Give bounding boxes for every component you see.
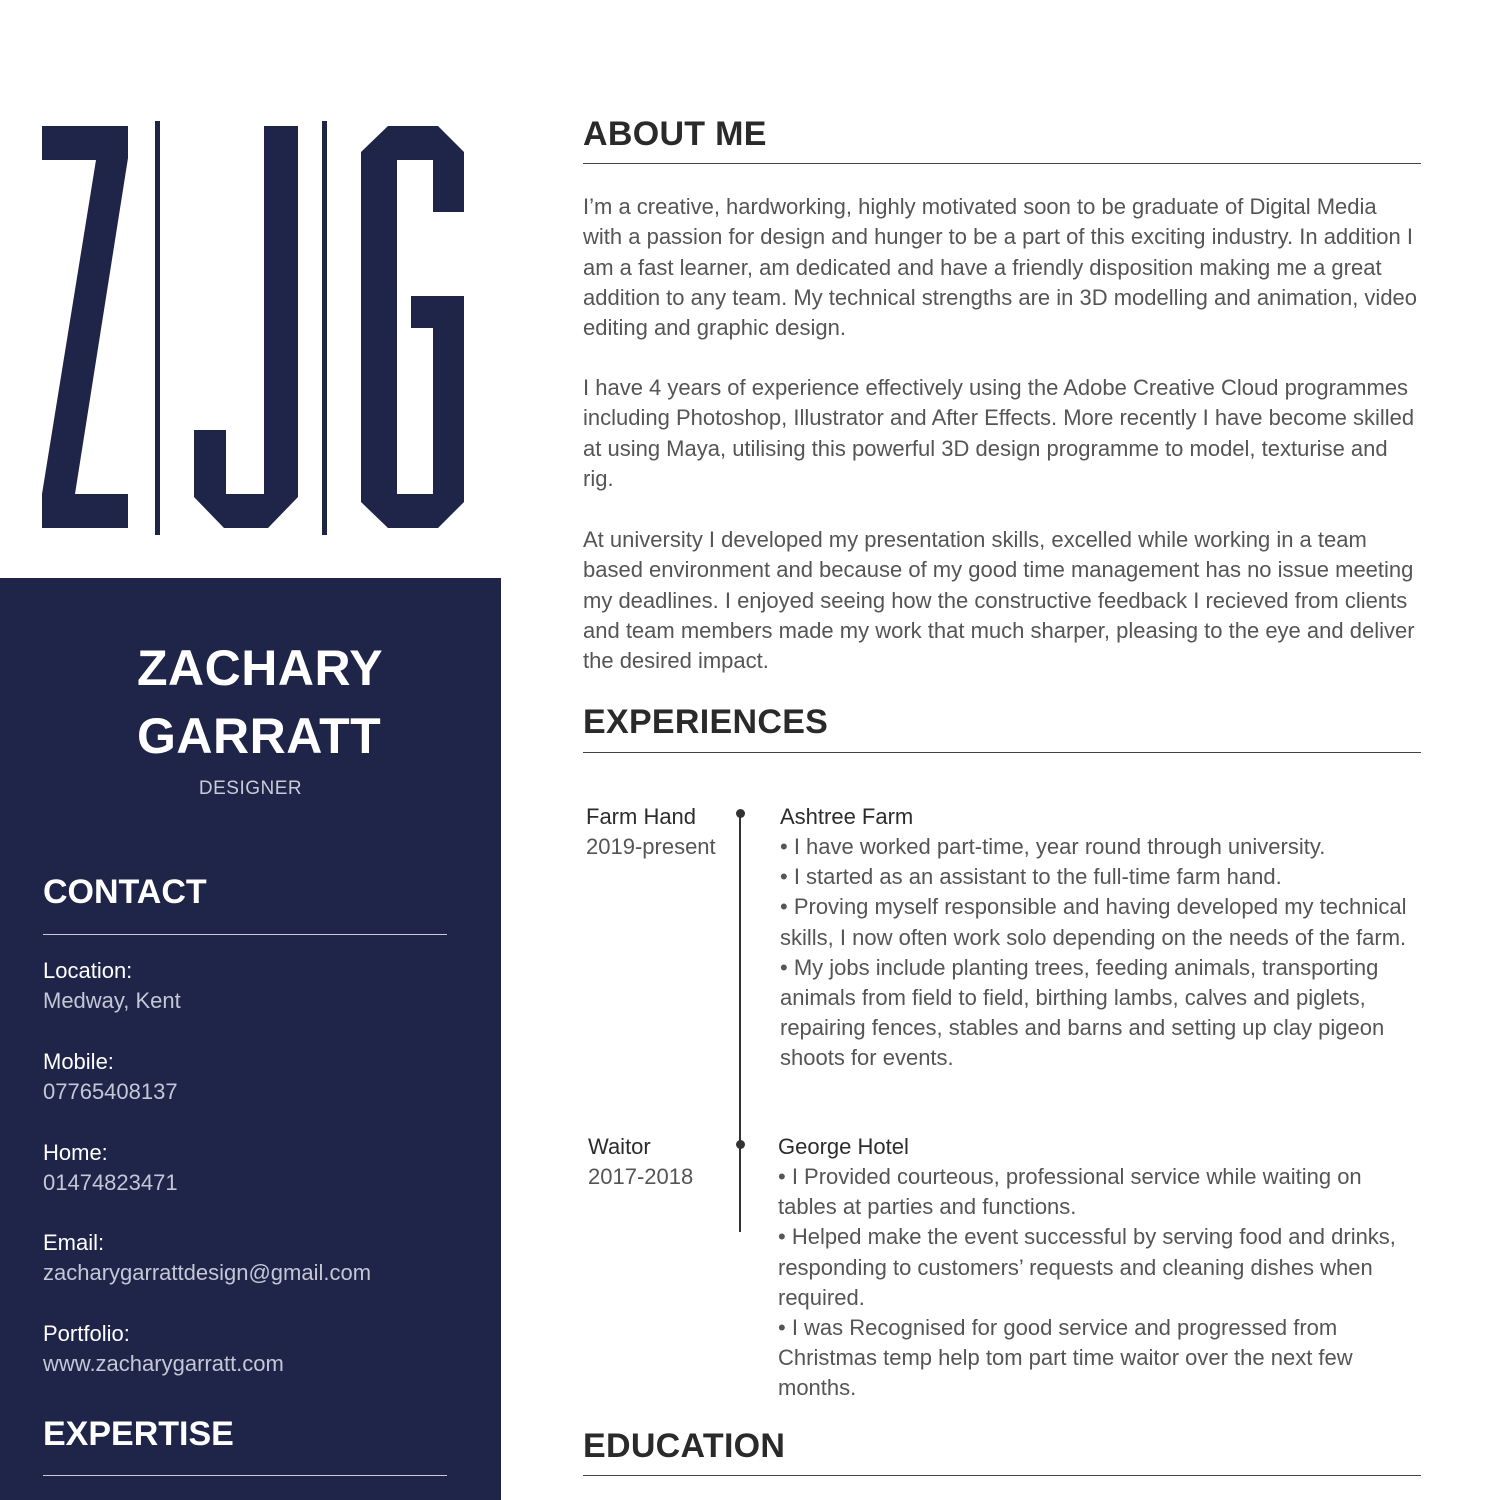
- timeline-dot: [736, 809, 745, 818]
- expertise-heading: EXPERTISE: [43, 1415, 234, 1453]
- contact-divider: [43, 934, 447, 935]
- education-heading: EDUCATION: [583, 1427, 786, 1465]
- about-paragraph: I’m a creative, hardworking, highly motivated soon to be graduate of Digital Media with a passion for design and hunger to be a part of this exciting industry. In addition I am a fast learner, am dedicated and have a friendly disposition making me a great addition to any team. My technical strengths are in 3D modelling and animation, video editing and graphic design.: [583, 194, 1418, 341]
- about-paragraph: At university I developed my presentation skills, excelled while working in a team based environment and because of my good time management has no issue meeting my deadlines. I enjoyed seeing how the constructive feedback I recieved from clients and team members made my work that much sharper, pleasing to the eye and deliver the desired impact.: [583, 527, 1415, 674]
- contact-mobile: [43, 1047, 178, 1107]
- job-bullet: • I Provided courteous, professional service while waiting on tables at parties and functions.: [778, 1164, 1362, 1220]
- job-bullet: • I started as an assistant to the full-time farm hand.: [780, 864, 1282, 890]
- job-bullet: • I was Recognised for good service and progressed from Christmas temp help tom part time waitor over the next few months.: [778, 1315, 1353, 1401]
- monogram-logo: [0, 0, 501, 578]
- candidate-name: [137, 634, 383, 770]
- expertise-divider: [43, 1475, 447, 1476]
- name-first: ZACHARY: [137, 640, 384, 696]
- sidebar: [0, 578, 501, 1500]
- job-bullet: • I have worked part-time, year round through university.: [780, 834, 1326, 859]
- about-heading: ABOUT ME: [583, 115, 767, 153]
- contact-portfolio: [43, 1319, 284, 1379]
- job-dates: 2017-2018: [588, 1164, 694, 1189]
- job-dates: 2019-present: [586, 834, 716, 859]
- job-company: George Hotel: [778, 1134, 909, 1159]
- email-link[interactable]: zacharygarrattdesign@gmail.com: [43, 1260, 372, 1285]
- job-bullet: • Helped make the event successful by serving food and drinks, responding to customers’ requests and cleaning dishes when required.: [778, 1224, 1396, 1310]
- role-title: DESIGNER: [198, 778, 303, 799]
- contact-value: 01474823471: [43, 1170, 178, 1195]
- job-bullet: • Proving myself responsible and having developed my technical skills, I now often work solo depending on the needs of the farm.: [780, 894, 1407, 950]
- contact-heading: CONTACT: [43, 873, 207, 911]
- education-divider: [583, 1475, 1421, 1476]
- contact-value: Medway, Kent: [43, 988, 181, 1013]
- contact-label: Home:: [43, 1140, 108, 1165]
- job-title: Waitor: [588, 1134, 651, 1159]
- name-last: GARRATT: [137, 708, 382, 764]
- experiences-divider: [583, 752, 1421, 753]
- job-bullets: [778, 1162, 1420, 1404]
- experiences-heading: EXPERIENCES: [583, 703, 829, 741]
- contact-label: Email:: [43, 1230, 105, 1255]
- contact-label: Portfolio:: [43, 1321, 130, 1346]
- job-company: Ashtree Farm: [780, 804, 914, 829]
- contact-home: [43, 1138, 178, 1198]
- job-bullet: • My jobs include planting trees, feeding animals, transporting animals from field to field, birthing lambs, calves and piglets, repairing fences, stables and barns and setting up clay pigeon shoots for events.: [780, 954, 1385, 1071]
- contact-label: Mobile:: [43, 1049, 114, 1074]
- job-title: Farm Hand: [586, 804, 697, 829]
- monogram-divider: [322, 121, 327, 535]
- contact-location: [43, 956, 181, 1016]
- contact-value: 07765408137: [43, 1079, 178, 1104]
- monogram-letter-z: [42, 126, 128, 528]
- monogram-divider: [155, 121, 160, 535]
- monogram-svg: [0, 0, 501, 578]
- monogram-letter-j: [194, 126, 298, 528]
- timeline-dot: [736, 1140, 745, 1149]
- about-paragraph: I have 4 years of experience effectively using the Adobe Creative Cloud programmes including Photoshop, Illustrator and After Effects. More recently I have become skilled at using Maya, utilising this powerful 3D design programme to model, texturise and rig.: [583, 375, 1415, 491]
- about-divider: [583, 163, 1421, 164]
- contact-email: [43, 1228, 371, 1288]
- main-content: [583, 0, 1421, 1500]
- job-bullets: [780, 832, 1422, 1074]
- timeline-line: [739, 812, 741, 1232]
- portfolio-link[interactable]: www.zacharygarratt.com: [43, 1351, 284, 1376]
- contact-label: Location:: [43, 958, 133, 983]
- monogram-letter-g: [361, 126, 464, 528]
